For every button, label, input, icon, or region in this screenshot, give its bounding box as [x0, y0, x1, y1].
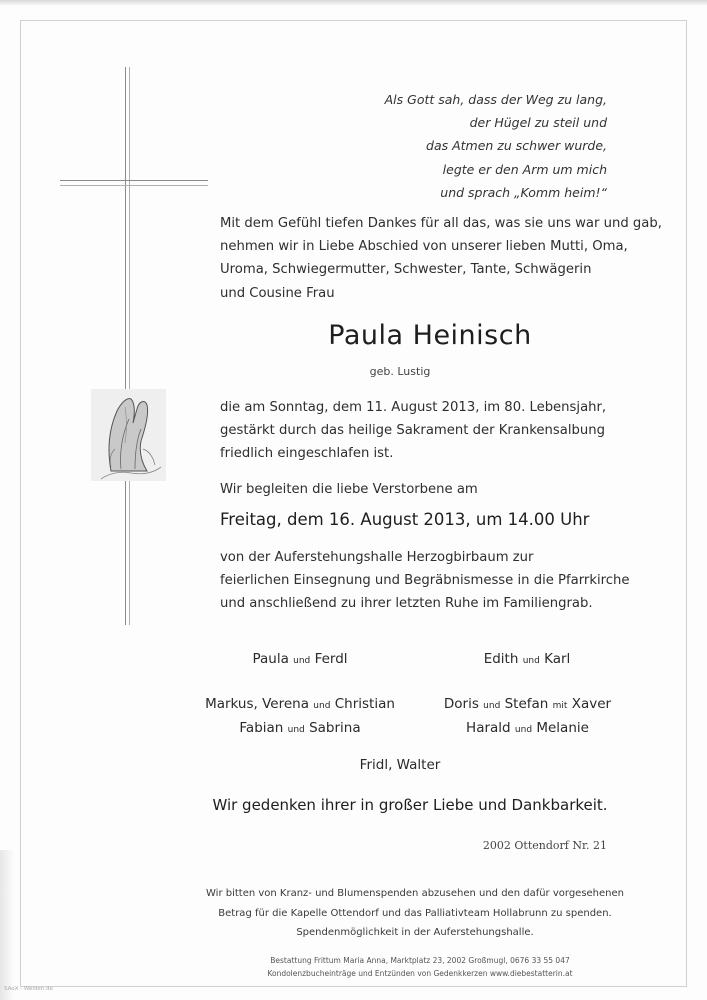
mourner-group [195, 693, 405, 741]
mourner-name: Fabian [239, 720, 284, 736]
intro-text [220, 212, 660, 305]
undertaker-info [230, 955, 610, 980]
poem-line: legte er den Arm um mich [442, 161, 607, 177]
mourner-name: Doris [443, 696, 479, 712]
undertaker-line: Kondolenzbucheinträge und Entzünden von Gedenkkerzen www.diebestatterin.at [267, 968, 573, 978]
mourner-group [425, 693, 630, 741]
death-line: friedlich eingeschlafen ist. [220, 446, 394, 462]
conjunction: und [287, 725, 305, 735]
mourner-name: Karl [544, 651, 571, 667]
cross-vertical-line-shadow [129, 67, 130, 625]
conjunction: und [522, 656, 540, 666]
footer-tag: SAoX - Weiden.de [4, 986, 53, 992]
cross-horizontal-line [60, 180, 208, 181]
conjunction: und [313, 701, 331, 711]
poem-line: Als Gott sah, dass der Weg zu lang, [384, 92, 607, 107]
mourner-name: Markus, Verena [205, 696, 309, 712]
mourner-group [205, 651, 395, 667]
poem-line: der Hügel zu steil und [469, 115, 607, 131]
intro-line: Uroma, Schwiegermutter, Schwester, Tante, Schwägerin [220, 262, 592, 278]
mourner-group [432, 651, 622, 667]
mourner-name: Paula [252, 651, 289, 667]
mourner-name: Ferdl [314, 651, 348, 667]
cross-vertical-line [125, 67, 126, 625]
funeral-detail-line: von der Auferstehungshalle Herzogbirbaum zur [220, 550, 534, 565]
request-line: Spendenmöglichkeit in der Auferstehungshalle. [296, 927, 534, 938]
intro-line: nehmen wir in Liebe Abschied von unserer lieben Mutti, Oma, [220, 239, 628, 255]
mourner-name: Fridl, Walter [359, 757, 441, 773]
poem-line: das Atmen zu schwer wurde, [426, 138, 607, 154]
birth-name: geb. Lustig [369, 365, 431, 378]
conjunction: und [514, 725, 533, 735]
mourner-name: Christian [334, 696, 395, 712]
funeral-details [220, 546, 660, 616]
funeral-intro [220, 478, 660, 501]
praying-hands-icon [91, 389, 166, 481]
undertaker-line: Bestattung Frittum Maria Anna, Marktplatz 23, 2002 Großmugl, 0676 33 55 047 [270, 956, 570, 965]
mourner-name: Melanie [536, 720, 589, 736]
closing-line: Wir gedenken ihrer in großer Liebe und Dankbarkeit. [212, 796, 608, 814]
mourner-name: Stefan [504, 696, 549, 712]
top-shadow [0, 0, 707, 6]
death-notice [220, 396, 660, 466]
conjunction: mit [552, 701, 568, 711]
funeral-detail-line: feierlichen Einsegnung und Begräbnismesse in die Pfarrkirche [220, 573, 630, 589]
death-line: gestärkt durch das heilige Sakrament der Krankensalbung [220, 423, 605, 439]
death-line: die am Sonntag, dem 11. August 2013, im 80. Lebensjahr, [220, 400, 607, 415]
mourner-group [330, 757, 470, 773]
mourner-name: Edith [483, 651, 519, 667]
poem-line: und sprach „Komm heim!“ [440, 184, 607, 200]
funeral-intro-line: Wir begleiten die liebe Verstorbene am [220, 482, 478, 497]
corner-shadow [0, 850, 14, 1000]
intro-line: Mit dem Gefühl tiefen Dankes für all das, was sie uns war und gab, [220, 216, 662, 231]
deceased-name: Paula Heinisch [328, 320, 532, 351]
request-line: Wir bitten von Kranz- und Blumenspenden abzusehen und den dafür vorgesehenen [206, 888, 624, 899]
address: 2002 Ottendorf Nr. 21 [482, 839, 607, 852]
mourner-name: Harald [466, 720, 511, 736]
conjunction: und [293, 656, 311, 666]
request-line: Betrag für die Kapelle Ottendorf und das Palliativteam Hollabrunn zu spenden. [218, 907, 612, 919]
poem [307, 88, 607, 204]
donation-request [190, 884, 640, 943]
funeral-date: Freitag, dem 16. August 2013, um 14.00 Uhr [220, 510, 590, 529]
conjunction: und [483, 701, 501, 711]
cross-horizontal-line-shadow [60, 185, 208, 186]
funeral-detail-line: und anschließend zu ihrer letzten Ruhe im Familiengrab. [220, 596, 593, 612]
mourner-name: Xaver [571, 696, 612, 712]
mourner-name: Sabrina [309, 720, 361, 736]
intro-line: und Cousine Frau [220, 285, 335, 301]
